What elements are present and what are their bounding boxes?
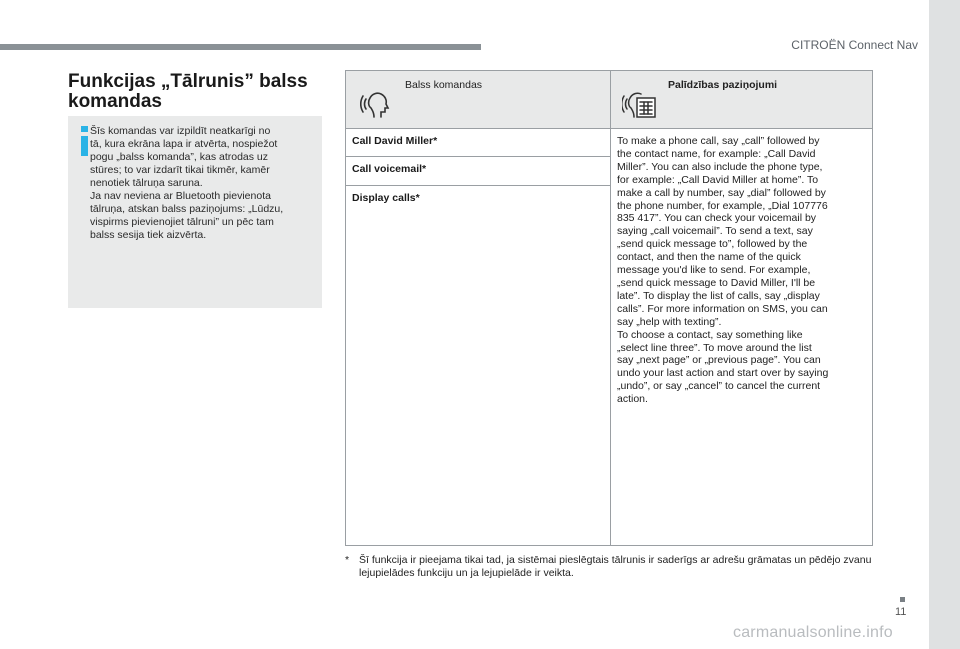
section-title-line-2: komandas — [68, 91, 162, 112]
speaking-head-icon — [360, 85, 394, 119]
column-header-help-messages: Palīdzības paziņojumi — [668, 79, 778, 91]
column-divider — [610, 71, 611, 545]
info-box — [68, 116, 322, 308]
command-call-david-miller: Call David Miller* — [352, 135, 438, 147]
command-display-calls: Display calls* — [352, 192, 420, 204]
info-text: Šīs komandas var izpildīt neatkarīgi no tā, kura ekrāna lapa ir atvērta, nospiežot pogu „balss komanda”, kas atrodas uz stūres; to var izdarīt tikai tikmēr, kamēr nenotiek tālruņa saruna. Ja nav neviena ar Bluetooth pievienota tālruņa, atskan balss paziņojums: „Lūdzu, vispirms pievienojiet tālruni” un pēc tam balss sesija tiek aizvērta. — [90, 125, 284, 241]
page-marker — [900, 597, 905, 602]
section-title — [68, 72, 328, 112]
header-brand: CITROËN Connect Nav — [791, 38, 918, 52]
table-row — [346, 129, 610, 157]
watermark: carmanualsonline.info — [733, 624, 893, 641]
column-header-voice-commands: Balss komandas — [405, 79, 483, 91]
side-strip — [929, 0, 960, 649]
section-title-line-1: Funkcijas „Tālrunis” balss — [68, 71, 308, 92]
voice-command-table — [345, 70, 873, 546]
table-row — [346, 157, 610, 186]
header-rule — [0, 44, 481, 50]
footnote-text: Šī funkcija ir pieejama tikai tad, ja sistēmai pieslēgtais tālrunis ir saderīgs ar adrešu grāmatas un pēdējo zvanu lejupielādes funkciju un ja lejupielāde ir veikta. — [359, 554, 872, 579]
table-header-row — [346, 71, 872, 129]
speaking-head-keypad-icon — [622, 85, 656, 119]
footnote-asterisk: * — [345, 554, 350, 566]
page-number: 11 — [895, 606, 907, 618]
help-message-text: To make a phone call, say „call” followed by the contact name, for example: „Call David Miller”. You can also include the phone type, for example: „Call David Miller at home”. To make a call by number, say „dial” followed by the phone number, for example, „Dial 107776 835 417”. You can check your voicemail by saying „call voicemail”. To send a text, say „send quick message to”, followed by the contact, and then the name of the quick message you'd like to send. For example, „send quick message to David Miller, I'll be late”. To display the list of calls, say „display calls”. For more information on SMS, you can say „help with texting”. To choose a contact, say something like „select line three”. To move around the list say „next page” or „previous page”. You can undo your last action and start over by saying „undo”, or say „cancel” to cancel the current action. — [617, 135, 829, 406]
command-call-voicemail: Call voicemail* — [352, 163, 427, 175]
